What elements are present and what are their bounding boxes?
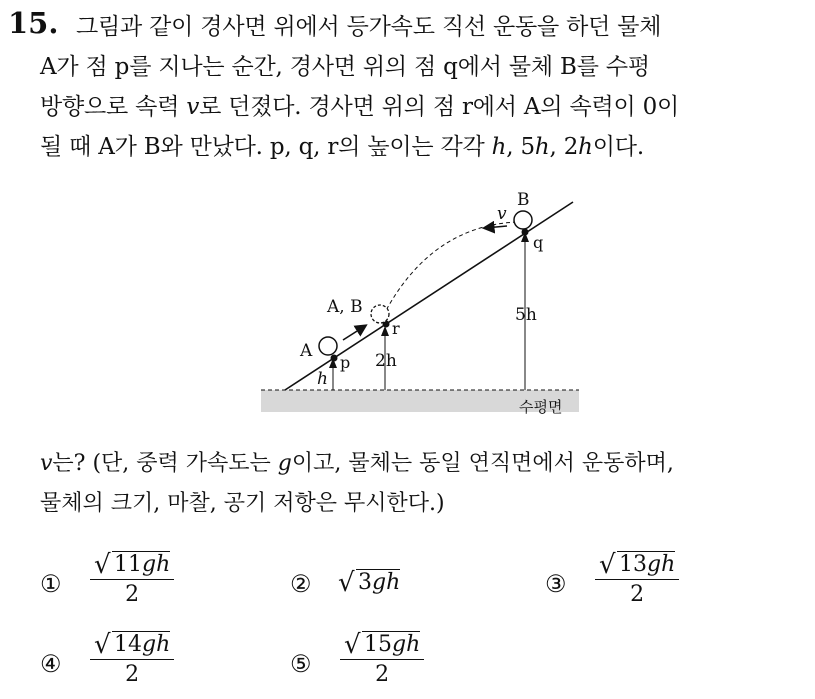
choice-4-coef: 14 [114,632,142,657]
choice-5-mark: ⑤ [290,650,312,678]
question-line-2: A가 점 p를 지나는 순간, 경사면 위의 점 q에서 물체 B를 수평 [40,54,650,80]
choice-3-mark: ③ [545,570,567,598]
choice-2-mark: ② [290,570,312,598]
question-number: 15. [8,6,59,40]
velocity-arrow-a [343,326,365,340]
choice-2-coef: 3 [358,570,372,595]
choice-3-den: 2 [630,582,645,607]
point-p [331,355,338,362]
label-ab: A, B [327,297,363,317]
object-b [514,211,532,229]
choice-1-fraction: √ 11gh 2 [90,552,174,607]
label-h: h [317,369,328,389]
choice-1-mark: ① [40,570,62,598]
choice-4-mark: ④ [40,650,62,678]
label-p: p [340,353,351,372]
label-2h: 2h [375,351,397,371]
question-line-4: 될 때 A가 B와 만났다. p, q, r의 높이는 각각 ℎ, 5ℎ, 2ℎ이다. [40,134,644,160]
choice-1-coef: 11 [114,552,142,577]
condition-line-1: 𝑣는? (단, 중력 가속도는 𝑔이고, 물체는 동일 연직면에서 운동하며, [40,451,674,476]
question-line-3: 방향으로 속력 𝑣로 던졌다. 경사면 위의 점 r에서 A의 속력이 0이 [40,94,680,120]
label-r: r [392,319,400,338]
object-a [319,337,337,355]
choice-1-var: gh [142,552,171,577]
b-trajectory [383,222,517,316]
incline-figure [255,188,585,418]
label-v: v [497,204,507,224]
label-q: q [533,233,544,252]
choice-2-var: gh [372,570,401,595]
choice-3-fraction: √ 13gh 2 [595,552,679,607]
object-ab-meet [371,305,389,323]
condition-line-2: 물체의 크기, 마찰, 공기 저항은 무시한다.) [40,491,445,516]
label-ground: 수평면 [519,398,563,416]
choice-4-den: 2 [125,662,140,687]
choice-5-den: 2 [375,662,390,687]
incline-line [285,202,573,390]
label-a: A [300,341,313,361]
label-b: B [517,190,530,210]
question-line-1: 그림과 같이 경사면 위에서 등가속도 직선 운동을 하던 물체 [76,14,662,40]
choice-4-fraction: √ 14gh 2 [90,632,174,687]
choice-5-fraction: √ 15gh 2 [340,632,424,687]
choice-3-var: gh [647,552,676,577]
label-5h: 5h [515,305,537,325]
choice-5-coef: 15 [364,632,392,657]
choice-3-coef: 13 [619,552,647,577]
choice-1-den: 2 [125,582,140,607]
choice-4-var: gh [142,632,171,657]
choice-5-var: gh [392,632,421,657]
